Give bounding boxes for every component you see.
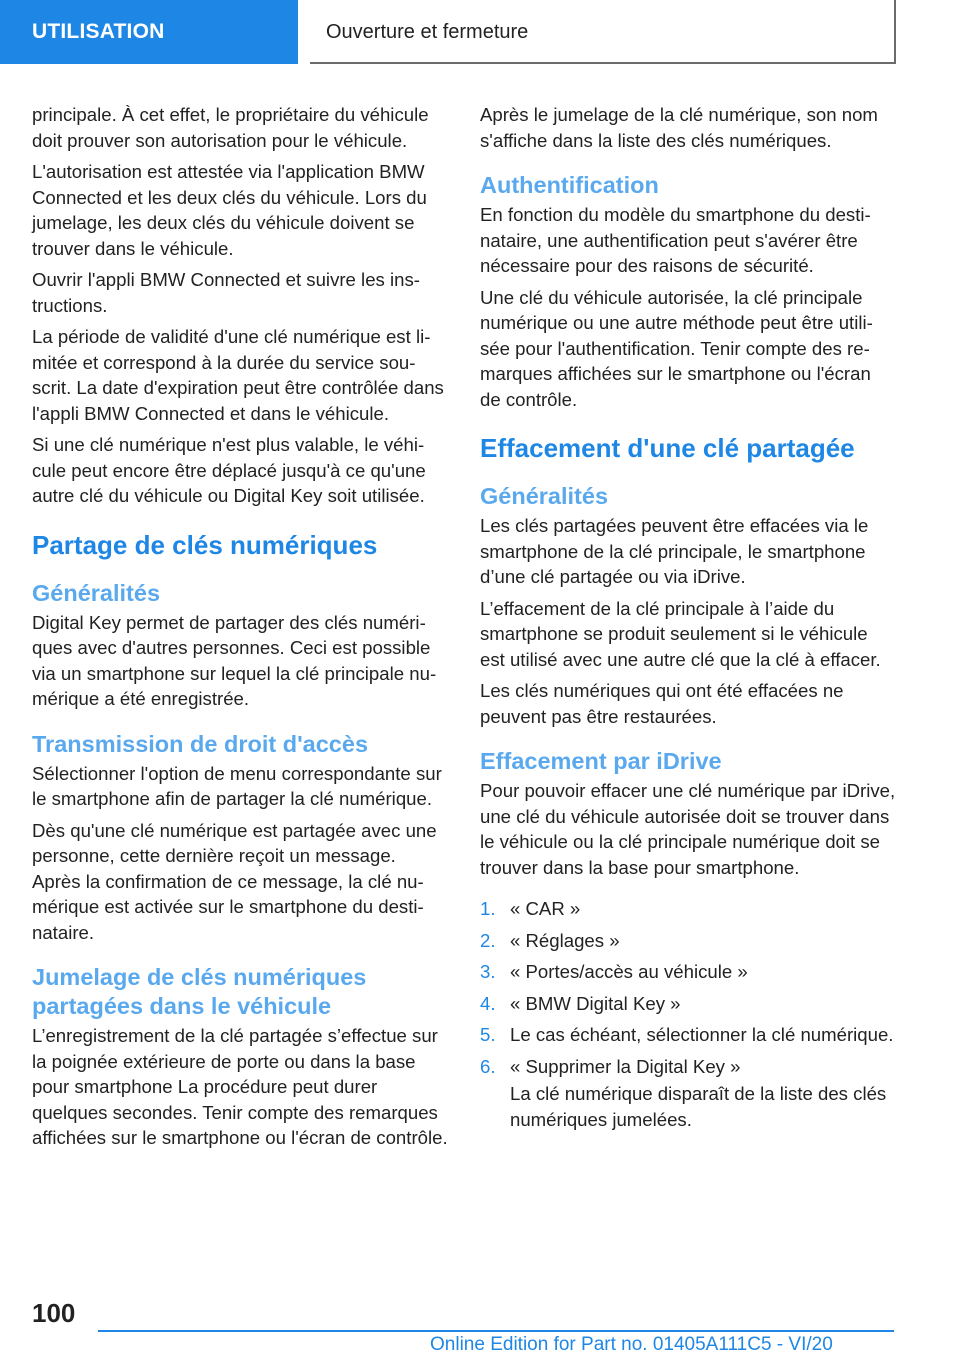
- footer-divider: [98, 1330, 894, 1332]
- step-text: « Portes/accès au véhicule »: [510, 961, 748, 982]
- right-column: [480, 102, 896, 1138]
- list-item: [480, 991, 896, 1017]
- paragraph: Les clés numériques qui ont été effacées ne peuvent pas être restaurées.: [480, 680, 844, 727]
- paragraph: L’enregistrement de la clé partagée s’effectue sur la poignée extérieure de porte ou dans la base pour smartphone La procédure peut durer quelques secondes. Tenir compte des remarques affichées sur le smartphone ou l'écran de contrôle.: [32, 1025, 448, 1148]
- paragraph: Après le jumelage de la clé numérique, son nom s'affiche dans la liste des clés numériques.: [480, 104, 878, 151]
- step-number: 6.: [480, 1055, 496, 1077]
- left-column: [32, 102, 448, 1157]
- step-text: « BMW Digital Key »: [510, 992, 681, 1014]
- edition-note: Online Edition for Part no. 01405A111C5 - VI/20: [430, 1334, 833, 1355]
- paragraph: Les clés partagées peuvent être effacées via le smartphone de la clé principale, le smartphone d’une clé partagée ou via iDrive.: [480, 515, 869, 587]
- heading-sharing: Partage de clés numériques: [32, 529, 378, 560]
- heading-delete: Effacement d'une clé partagée: [480, 433, 855, 463]
- page-number: 100: [32, 1298, 76, 1328]
- list-item: [480, 959, 896, 985]
- paragraph: L'autorisation est attestée via l'application BMW Connected et les deux clés du véhicule. Lors du jumelage, les deux clés du véhicule doivent se trouver dans le véhicule.: [32, 161, 427, 259]
- paragraph: En fonction du modèle du smartphone du destinataire, une authentification peut s'avérer être nécessaire pour des raisons de sécurité.: [480, 204, 871, 276]
- paragraph: Pour pouvoir effacer une clé numérique par iDrive, une clé du véhicule autorisée doit se trouver dans le véhicule ou la clé principale numérique doit se trouver dans la base pour smartphone.: [480, 780, 896, 878]
- paragraph: L’effacement de la clé principale à l’aide du smartphone se produit seulement si le véhicule est utilisé avec une autre clé que la clé à effacer.: [480, 597, 881, 670]
- list-item: [480, 1022, 896, 1048]
- subheading-transmission: Transmission de droit d'accès: [32, 730, 369, 757]
- chapter-title: Ouverture et fermeture: [310, 0, 896, 64]
- step-text: « Supprimer la Digital Key »: [510, 1055, 741, 1077]
- step-text: « Réglages »: [510, 929, 620, 951]
- paragraph: Une clé du véhicule autorisée, la clé principale numérique ou une autre méthode peut être utilisée pour l'authentification. Tenir compte des remarques affichées sur le smartphone ou l'écran de contrôle.: [480, 286, 873, 410]
- step-text: Le cas échéant, sélectionner la clé numérique.: [510, 1024, 894, 1045]
- list-item: [480, 928, 896, 954]
- subheading-idrive: Effacement par iDrive: [480, 748, 722, 774]
- list-item: [480, 1054, 896, 1133]
- subheading-general: Généralités: [480, 483, 609, 509]
- section-tab: UTILISATION: [0, 0, 298, 64]
- paragraph: Ouvrir l'appli BMW Connected et suivre les instructions.: [32, 269, 420, 316]
- paragraph: Sélectionner l'option de menu correspondante sur le smartphone afin de partager la clé numérique.: [32, 762, 442, 809]
- steps-list: [480, 896, 896, 1132]
- step-number: 5.: [480, 1024, 496, 1045]
- paragraph: La période de validité d'une clé numérique est limitée et correspond à la durée du service souscrit. La date d'expiration peut être contrôlée dans l'appli BMW Connected et dans le véhicule.: [32, 326, 444, 424]
- step-number: 1.: [480, 898, 496, 919]
- step-number: 3.: [480, 961, 496, 982]
- paragraph: principale. À cet effet, le propriétaire du véhicule doit prouver son autorisation pour le véhicule.: [32, 104, 429, 151]
- paragraph: Si une clé numérique n'est plus valable, le véhicule peut encore être déplacé jusqu'à ce qu'une autre clé du véhicule ou Digital Key soit utilisée.: [32, 434, 426, 506]
- step-number: 2.: [480, 929, 496, 951]
- list-item: [480, 896, 896, 922]
- subheading-pairing: Jumelage de clés numériques partagées dans le véhicule: [32, 964, 367, 1019]
- step-text: « CAR »: [510, 898, 581, 919]
- paragraph: Dès qu'une clé numérique est partagée avec une personne, cette dernière reçoit un message. Après la confirmation de ce message, la clé numérique est activée sur le smartphone du destinataire.: [32, 819, 437, 943]
- subheading-authentication: Authentification: [480, 172, 659, 198]
- step-note: La clé numérique disparaît de la liste des clés numériques jumelées.: [510, 1083, 887, 1130]
- paragraph: Digital Key permet de partager des clés numériques avec d'autres personnes. Ceci est possible via un smartphone sur lequel la clé principale numérique a été enregistrée.: [32, 611, 437, 709]
- step-number: 4.: [480, 992, 496, 1014]
- subheading-general: Généralités: [32, 579, 161, 606]
